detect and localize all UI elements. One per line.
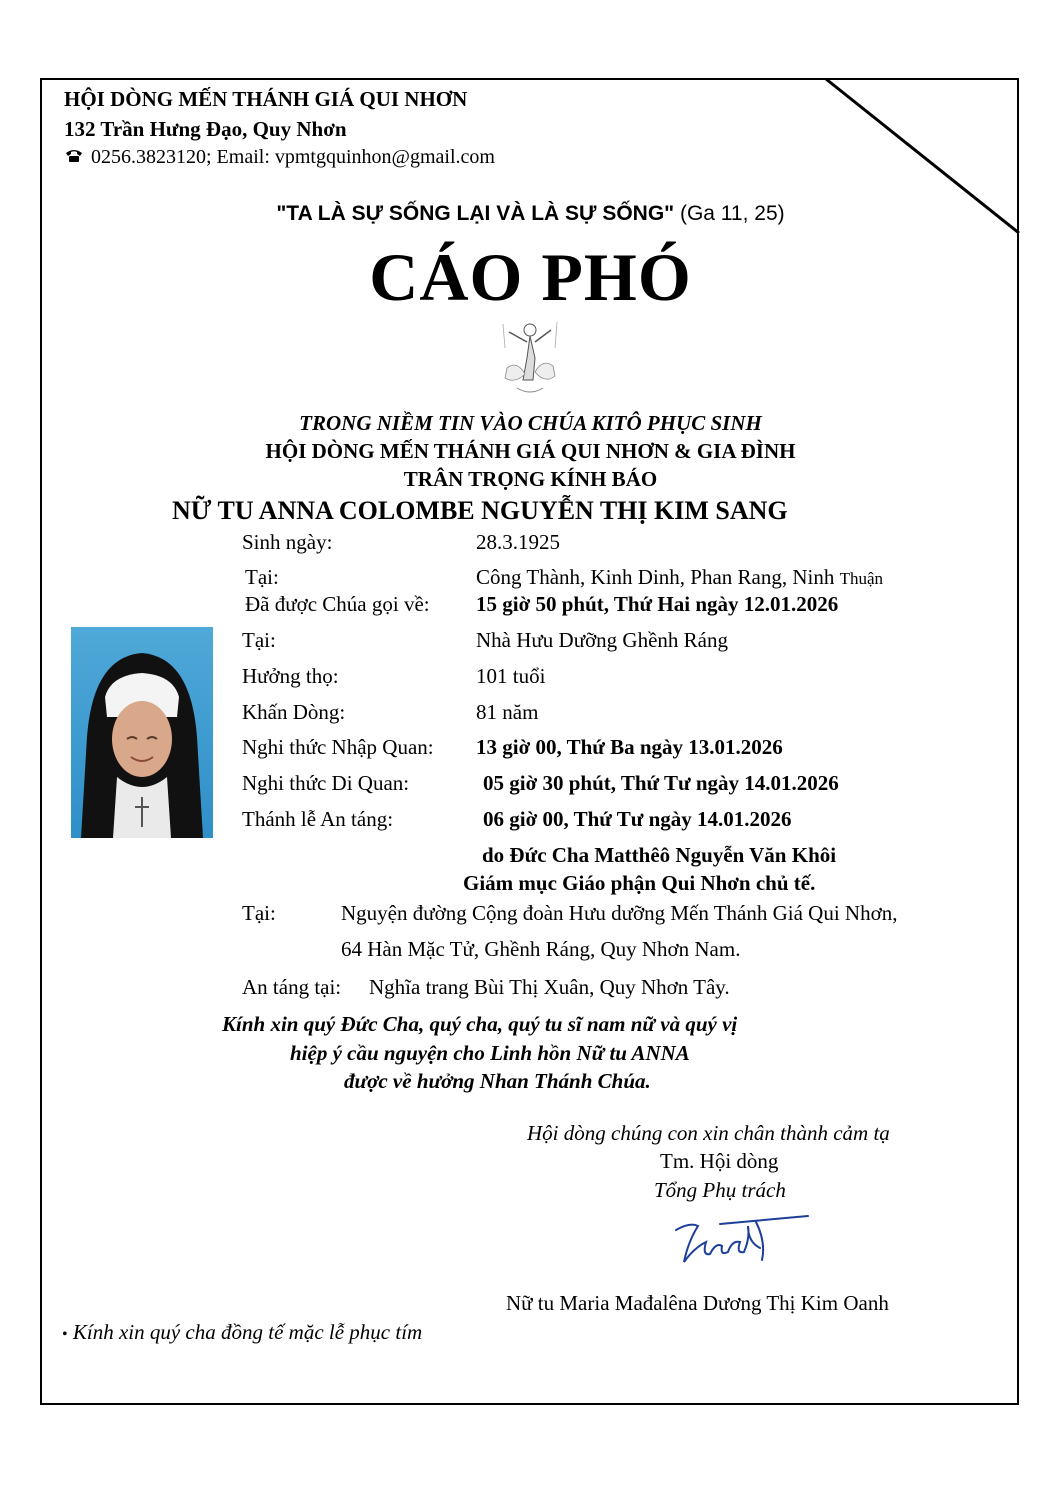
coffin-label: Nghi thức Nhập Quan: — [242, 735, 434, 759]
birth-value: 28.3.1925 — [476, 530, 560, 554]
celebrant-line-2: Giám mục Giáo phận Qui Nhơn chủ tế. — [463, 871, 816, 895]
bullet-icon: • — [62, 1326, 68, 1343]
age-value: 101 tuổi — [476, 664, 546, 688]
handwritten-signature — [670, 1212, 815, 1270]
birthplace-tail: Thuận — [839, 569, 884, 588]
appeal-line-3: được về hưởng Nhan Thánh Chúa. — [344, 1069, 651, 1093]
org-address: 132 Trần Hưng Đạo, Quy Nhơn — [64, 117, 347, 141]
intro-line-1: TRONG NIỀM TIN VÀO CHÚA KITÔ PHỤC SINH — [299, 411, 762, 435]
transfer-label: Nghi thức Di Quan: — [242, 771, 410, 795]
age-label: Hưởng thọ: — [242, 664, 339, 688]
telephone-icon — [64, 146, 86, 169]
venue-line-2: 64 Hàn Mặc Tử, Ghềnh Ráng, Quy Nhơn Nam. — [341, 937, 741, 961]
appeal-line-2: hiệp ý cầu nguyện cho Linh hồn Nữ tu ANNA — [290, 1041, 690, 1065]
deceased-portrait-photo — [71, 627, 213, 838]
vows-label: Khấn Dòng: — [242, 700, 346, 724]
venue-line-1: Nguyện đường Cộng đoàn Hưu dưỡng Mến Thánh Giá Qui Nhơn, — [341, 901, 898, 925]
mass-label: Thánh lễ An táng: — [242, 807, 394, 831]
deceased-name: NỮ TU ANNA COLOMBE NGUYỄN THỊ KIM SANG — [172, 496, 788, 525]
birthplace-value — [476, 565, 883, 590]
footnote-text: Kính xin quý cha đồng tế mặc lễ phục tím — [72, 1320, 423, 1344]
burial-label: An táng tại: — [242, 975, 342, 999]
quote-text: "TA LÀ SỰ SỐNG LẠI VÀ LÀ SỰ SỐNG" — [276, 202, 675, 225]
role-line: Tổng Phụ trách — [654, 1178, 786, 1202]
org-contact — [64, 146, 495, 169]
intro-line-3: TRÂN TRỌNG KÍNH BÁO — [403, 467, 658, 491]
mass-value: 06 giờ 00, Thứ Tư ngày 14.01.2026 — [483, 807, 792, 831]
on-behalf-line: Tm. Hội dòng — [660, 1149, 779, 1173]
celebrant-line-1: do Đức Cha Matthêô Nguyễn Văn Khôi — [482, 843, 837, 867]
org-name: HỘI DÒNG MẾN THÁNH GIÁ QUI NHƠN — [64, 87, 468, 111]
vows-value: 81 năm — [476, 700, 539, 724]
burial-value: Nghĩa trang Bùi Thị Xuân, Quy Nhơn Tây. — [369, 975, 730, 999]
transfer-value: 05 giờ 30 phút, Thứ Tư ngày 14.01.2026 — [483, 771, 839, 795]
quote-reference: (Ga 11, 25) — [679, 202, 785, 225]
called-label: Đã được Chúa gọi về: — [245, 592, 430, 616]
place-label: Tại: — [242, 628, 276, 652]
page-title: CÁO PHÓ — [369, 239, 692, 315]
place-value: Nhà Hưu Dưỡng Ghềnh Ráng — [476, 628, 728, 652]
appeal-line-1: Kính xin quý Đức Cha, quý cha, quý tu sĩ nam nữ và quý vị — [222, 1012, 738, 1036]
birth-label: Sinh ngày: — [242, 530, 333, 554]
called-value: 15 giờ 50 phút, Thứ Hai ngày 12.01.2026 — [476, 592, 839, 616]
thanks-line: Hội dòng chúng con xin chân thành cảm tạ — [527, 1121, 890, 1145]
intro-line-2: HỘI DÒNG MẾN THÁNH GIÁ QUI NHƠN & GIA ĐÌNH — [265, 439, 796, 463]
birthplace-text: Công Thành, Kinh Dinh, Phan Rang, Ninh — [476, 565, 835, 589]
scripture-quote — [0, 202, 1061, 226]
coffin-value: 13 giờ 00, Thứ Ba ngày 13.01.2026 — [476, 735, 783, 759]
risen-christ-illustration — [497, 318, 563, 400]
signatory-name: Nữ tu Maria Mađalêna Dương Thị Kim Oanh — [506, 1291, 889, 1315]
venue-label: Tại: — [242, 901, 276, 925]
birthplace-label: Tại: — [245, 565, 279, 589]
contact-text: 0256.3823120; Email: vpmtgquinhon@gmail.com — [91, 146, 495, 168]
footnote — [62, 1320, 422, 1345]
